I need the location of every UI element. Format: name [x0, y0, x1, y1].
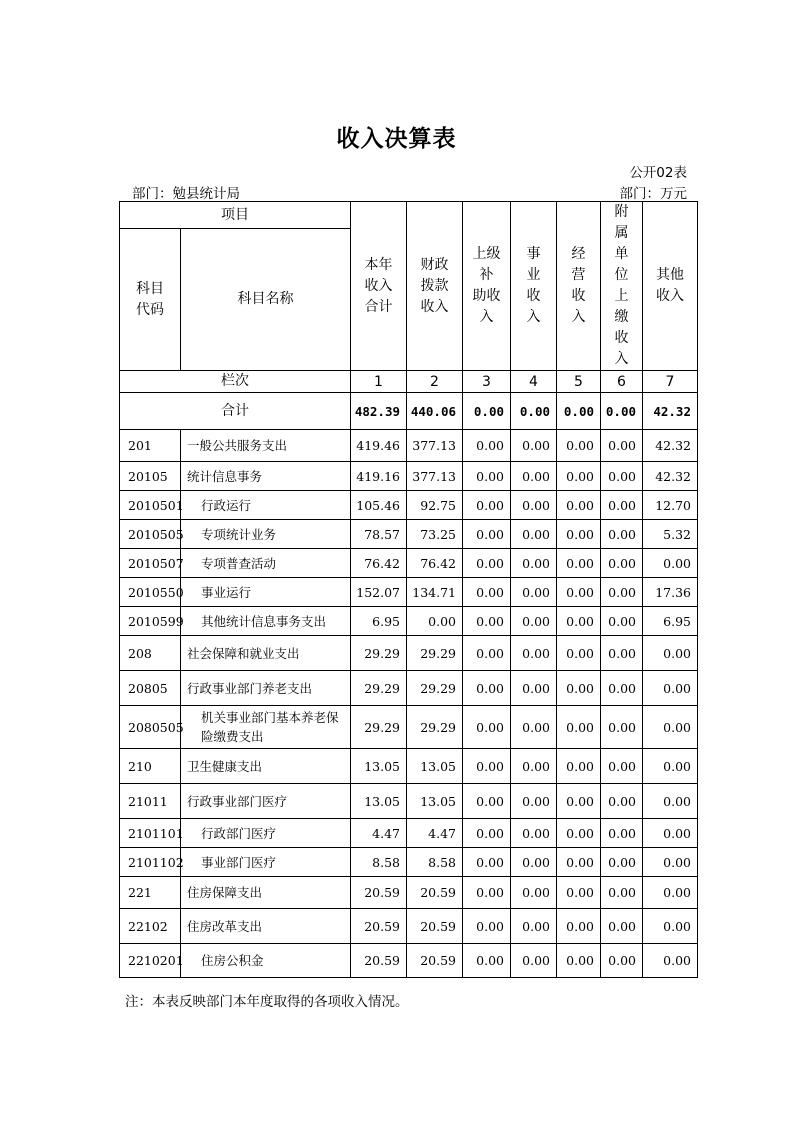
total-value: 0.00 [511, 393, 557, 430]
table-row [120, 607, 698, 636]
department-label: 部门：勉县统计局 [132, 186, 240, 202]
table-row [120, 671, 698, 706]
amount-cell: 419.46 [351, 430, 407, 462]
total-value: 0.00 [463, 393, 511, 430]
name-header: 科目名称 [181, 229, 351, 371]
amount-cell: 0.00 [643, 848, 698, 877]
amount-cell: 29.29 [407, 636, 463, 671]
table-row [120, 430, 698, 462]
amount-cell: 0.00 [511, 430, 557, 462]
amount-cell: 17.36 [643, 578, 698, 607]
amount-cell: 419.16 [351, 462, 407, 491]
income-table [119, 201, 698, 978]
amount-cell: 0.00 [463, 848, 511, 877]
amount-cell: 0.00 [601, 909, 643, 944]
amount-cell: 0.00 [643, 706, 698, 749]
amount-cell: 29.29 [351, 671, 407, 706]
amount-cell: 0.00 [463, 549, 511, 578]
subject-code: 2010507 [120, 549, 181, 578]
amount-cell: 5.32 [643, 520, 698, 549]
amount-cell: 78.57 [351, 520, 407, 549]
subject-name: 社会保障和就业支出 [181, 636, 351, 671]
amount-cell: 0.00 [511, 706, 557, 749]
amount-cell: 105.46 [351, 491, 407, 520]
amount-cell: 13.05 [351, 749, 407, 784]
amount-cell: 20.59 [351, 909, 407, 944]
table-row [120, 944, 698, 978]
amount-cell: 0.00 [511, 607, 557, 636]
total-value: 440.06 [407, 393, 463, 430]
subject-name: 专项统计业务 [181, 520, 351, 549]
amount-cell: 0.00 [601, 944, 643, 978]
amount-cell: 29.29 [351, 636, 407, 671]
table-row [120, 877, 698, 909]
amount-cell: 13.05 [407, 749, 463, 784]
subject-name: 机关事业部门基本养老保险缴费支出 [181, 706, 351, 749]
amount-cell: 0.00 [463, 671, 511, 706]
amount-cell: 0.00 [511, 462, 557, 491]
amount-cell: 0.00 [557, 462, 601, 491]
table-row [120, 706, 698, 749]
subject-name: 行政事业部门医疗 [181, 784, 351, 819]
amount-cell: 20.59 [407, 944, 463, 978]
amount-cell: 0.00 [601, 877, 643, 909]
form-number: 公开02表 [629, 165, 687, 181]
amount-cell: 29.29 [351, 706, 407, 749]
amount-cell: 0.00 [463, 578, 511, 607]
subject-name: 住房改革支出 [181, 909, 351, 944]
amount-cell: 0.00 [601, 520, 643, 549]
amount-cell: 12.70 [643, 491, 698, 520]
amount-cell: 0.00 [643, 671, 698, 706]
amount-cell: 0.00 [601, 749, 643, 784]
subject-code: 210 [120, 749, 181, 784]
amount-cell: 0.00 [557, 549, 601, 578]
table-row [120, 549, 698, 578]
amount-cell: 0.00 [601, 491, 643, 520]
amount-cell: 0.00 [463, 636, 511, 671]
subject-name: 专项普查活动 [181, 549, 351, 578]
amount-cell: 0.00 [511, 848, 557, 877]
amount-cell: 0.00 [511, 877, 557, 909]
amount-cell: 20.59 [407, 877, 463, 909]
code-header: 科目 代码 [120, 229, 181, 371]
col-header: 事 业 收 入 [511, 202, 557, 371]
seq-number: 6 [601, 371, 643, 393]
subject-code: 221 [120, 877, 181, 909]
amount-cell: 0.00 [557, 749, 601, 784]
amount-cell: 0.00 [463, 462, 511, 491]
amount-cell: 0.00 [643, 877, 698, 909]
subject-name: 事业部门医疗 [181, 848, 351, 877]
amount-cell: 0.00 [463, 909, 511, 944]
amount-cell: 6.95 [643, 607, 698, 636]
amount-cell: 0.00 [557, 520, 601, 549]
amount-cell: 42.32 [643, 430, 698, 462]
subject-name: 统计信息事务 [181, 462, 351, 491]
table-row [120, 819, 698, 848]
subject-code: 20805 [120, 671, 181, 706]
col-header: 财政 拨款 收入 [407, 202, 463, 371]
subject-name: 其他统计信息事务支出 [181, 607, 351, 636]
amount-cell: 0.00 [643, 636, 698, 671]
seq-number: 1 [351, 371, 407, 393]
table-row [120, 909, 698, 944]
amount-cell: 0.00 [463, 607, 511, 636]
amount-cell: 0.00 [557, 578, 601, 607]
amount-cell: 4.47 [407, 819, 463, 848]
page-title: 收入决算表 [336, 126, 457, 152]
seq-number: 5 [557, 371, 601, 393]
table-row [120, 749, 698, 784]
amount-cell: 0.00 [643, 909, 698, 944]
table-row [120, 848, 698, 877]
amount-cell: 0.00 [463, 520, 511, 549]
seq-number: 3 [463, 371, 511, 393]
amount-cell: 20.59 [351, 877, 407, 909]
amount-cell: 377.13 [407, 462, 463, 491]
subject-name: 事业运行 [181, 578, 351, 607]
amount-cell: 0.00 [557, 784, 601, 819]
total-value: 0.00 [557, 393, 601, 430]
amount-cell: 377.13 [407, 430, 463, 462]
seq-number: 7 [643, 371, 698, 393]
footnote: 注：本表反映部门本年度取得的各项收入情况。 [125, 994, 409, 1010]
amount-cell: 0.00 [463, 819, 511, 848]
amount-cell: 0.00 [557, 671, 601, 706]
amount-cell: 0.00 [407, 607, 463, 636]
amount-cell: 0.00 [601, 607, 643, 636]
amount-cell: 0.00 [643, 784, 698, 819]
subject-name: 住房公积金 [181, 944, 351, 978]
amount-cell: 134.71 [407, 578, 463, 607]
amount-cell: 0.00 [463, 430, 511, 462]
total-label: 合计 [120, 393, 351, 430]
subject-code: 208 [120, 636, 181, 671]
col-header: 附 属 单 位 上 缴 收 入 [601, 202, 643, 371]
amount-cell: 0.00 [511, 909, 557, 944]
amount-cell: 0.00 [557, 430, 601, 462]
amount-cell: 4.47 [351, 819, 407, 848]
amount-cell: 0.00 [557, 706, 601, 749]
amount-cell: 0.00 [601, 819, 643, 848]
amount-cell: 152.07 [351, 578, 407, 607]
amount-cell: 0.00 [601, 848, 643, 877]
subject-code: 2101102 [120, 848, 181, 877]
amount-cell: 29.29 [407, 671, 463, 706]
amount-cell: 0.00 [511, 520, 557, 549]
amount-cell: 73.25 [407, 520, 463, 549]
amount-cell: 0.00 [557, 877, 601, 909]
col-header: 经 营 收 入 [557, 202, 601, 371]
subject-name: 一般公共服务支出 [181, 430, 351, 462]
total-value: 42.32 [643, 393, 698, 430]
subject-code: 2010599 [120, 607, 181, 636]
amount-cell: 0.00 [511, 549, 557, 578]
table-row [120, 491, 698, 520]
subject-name: 行政运行 [181, 491, 351, 520]
amount-cell: 0.00 [601, 549, 643, 578]
subject-name: 卫生健康支出 [181, 749, 351, 784]
subject-code: 21011 [120, 784, 181, 819]
subject-code: 2010505 [120, 520, 181, 549]
subject-code: 22102 [120, 909, 181, 944]
amount-cell: 0.00 [557, 819, 601, 848]
amount-cell: 0.00 [643, 549, 698, 578]
subject-code: 2010501 [120, 491, 181, 520]
amount-cell: 8.58 [407, 848, 463, 877]
total-value: 482.39 [351, 393, 407, 430]
amount-cell: 0.00 [463, 877, 511, 909]
amount-cell: 0.00 [557, 944, 601, 978]
amount-cell: 76.42 [351, 549, 407, 578]
subject-code: 201 [120, 430, 181, 462]
amount-cell: 20.59 [407, 909, 463, 944]
amount-cell: 0.00 [557, 636, 601, 671]
amount-cell: 0.00 [643, 944, 698, 978]
amount-cell: 0.00 [601, 578, 643, 607]
amount-cell: 76.42 [407, 549, 463, 578]
amount-cell: 0.00 [511, 671, 557, 706]
amount-cell: 8.58 [351, 848, 407, 877]
amount-cell: 0.00 [463, 491, 511, 520]
total-value: 0.00 [601, 393, 643, 430]
subject-code: 2080505 [120, 706, 181, 749]
col-header: 本年 收入 合计 [351, 202, 407, 371]
subject-name: 行政事业部门养老支出 [181, 671, 351, 706]
table-body [120, 202, 698, 978]
amount-cell: 0.00 [463, 784, 511, 819]
subject-name: 行政部门医疗 [181, 819, 351, 848]
amount-cell: 6.95 [351, 607, 407, 636]
amount-cell: 42.32 [643, 462, 698, 491]
amount-cell: 13.05 [351, 784, 407, 819]
amount-cell: 0.00 [463, 749, 511, 784]
col-header: 其他 收入 [643, 202, 698, 371]
amount-cell: 0.00 [511, 578, 557, 607]
subject-code: 2010550 [120, 578, 181, 607]
amount-cell: 0.00 [557, 491, 601, 520]
table-row [120, 784, 698, 819]
table-row [120, 636, 698, 671]
amount-cell: 29.29 [407, 706, 463, 749]
amount-cell: 0.00 [511, 784, 557, 819]
subject-code: 2210201 [120, 944, 181, 978]
amount-cell: 0.00 [511, 749, 557, 784]
amount-cell: 20.59 [351, 944, 407, 978]
amount-cell: 0.00 [557, 848, 601, 877]
amount-cell: 0.00 [601, 671, 643, 706]
seq-number: 4 [511, 371, 557, 393]
amount-cell: 0.00 [511, 944, 557, 978]
amount-cell: 0.00 [601, 636, 643, 671]
col-header: 上级 补 助收 入 [463, 202, 511, 371]
seq-number: 2 [407, 371, 463, 393]
amount-cell: 0.00 [511, 819, 557, 848]
amount-cell: 13.05 [407, 784, 463, 819]
amount-cell: 0.00 [601, 784, 643, 819]
amount-cell: 0.00 [643, 819, 698, 848]
amount-cell: 0.00 [463, 944, 511, 978]
seq-label: 栏次 [120, 371, 351, 393]
amount-cell: 0.00 [511, 491, 557, 520]
table-row [120, 520, 698, 549]
subject-name: 住房保障支出 [181, 877, 351, 909]
amount-cell: 0.00 [511, 636, 557, 671]
amount-cell: 0.00 [601, 462, 643, 491]
amount-cell: 0.00 [643, 749, 698, 784]
table-row [120, 462, 698, 491]
unit-label: 部门：万元 [619, 186, 687, 202]
table-row [120, 578, 698, 607]
amount-cell: 0.00 [601, 706, 643, 749]
amount-cell: 0.00 [463, 706, 511, 749]
amount-cell: 0.00 [557, 607, 601, 636]
amount-cell: 92.75 [407, 491, 463, 520]
project-header: 项目 [120, 202, 351, 229]
amount-cell: 0.00 [601, 430, 643, 462]
amount-cell: 0.00 [557, 909, 601, 944]
subject-code: 20105 [120, 462, 181, 491]
subject-code: 2101101 [120, 819, 181, 848]
